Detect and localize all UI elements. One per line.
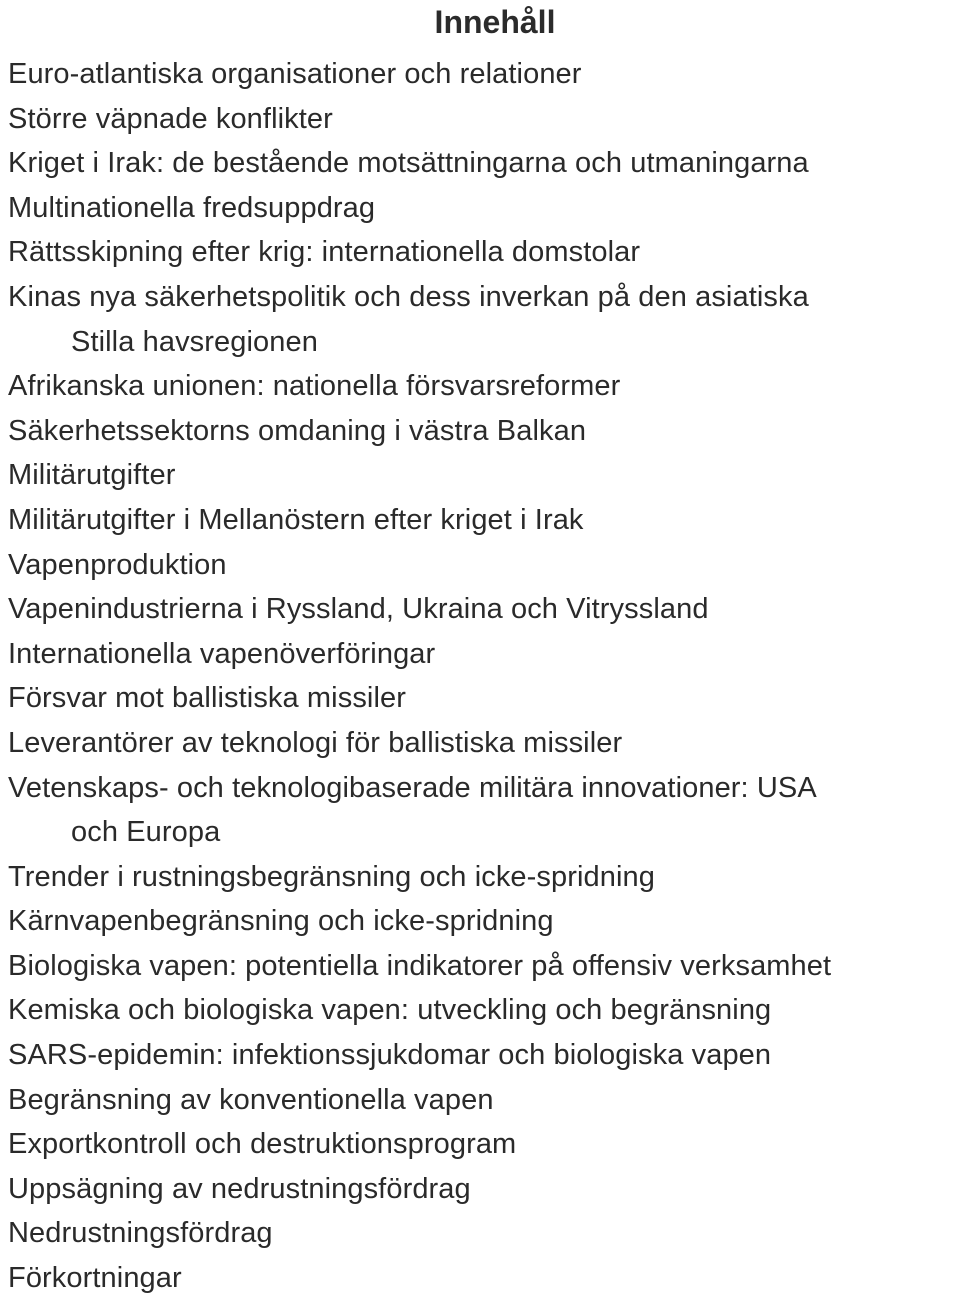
toc-entry: Större väpnade konflikter	[8, 102, 333, 135]
toc-entry: Militärutgifter i Mellanöstern efter kriget i Irak	[8, 503, 584, 536]
toc-entry: SARS-epidemin: infektionssjukdomar och biologiska vapen	[8, 1039, 772, 1072]
toc-entry: Säkerhetssektorns omdaning i västra Balkan	[8, 414, 587, 447]
toc-entry: Kinas nya säkerhetspolitik och dess inverkan på den asiatiska	[8, 280, 809, 313]
table-of-contents	[8, 52, 958, 1301]
toc-entry: Euro-atlantiska organisationer och relationer	[8, 58, 582, 90]
toc-entry: Nedrustningsfördrag	[8, 1217, 273, 1250]
toc-entry: Vetenskaps- och teknologibaserade militära innovationer: USA	[8, 771, 817, 804]
toc-entry-continuation: och Europa	[71, 816, 221, 849]
toc-entry: Kriget i Irak: de bestående motsättningarna och utmaningarna	[8, 147, 809, 180]
toc-entry: Afrikanska unionen: nationella försvarsreformer	[8, 370, 621, 403]
toc-entry: Trender i rustningsbegränsning och icke-spridning	[8, 860, 656, 893]
toc-entry: Multinationella fredsuppdrag	[8, 191, 376, 224]
toc-entry: Förkortningar	[8, 1262, 182, 1295]
toc-entry: Kärnvapenbegränsning och icke-spridning	[8, 905, 554, 938]
toc-entry: Kemiska och biologiska vapen: utveckling och begränsning	[8, 994, 772, 1027]
toc-entry: Uppsägning av nedrustningsfördrag	[8, 1172, 471, 1205]
toc-entry: Begränsning av konventionella vapen	[8, 1083, 494, 1116]
toc-entry: Rättsskipning efter krig: internationella domstolar	[8, 236, 641, 269]
toc-entry: Internationella vapenöverföringar	[8, 637, 436, 670]
toc-entry: Vapenindustrierna i Ryssland, Ukraina och Vitryssland	[8, 593, 709, 626]
toc-entry: Exportkontroll och destruktionsprogram	[8, 1128, 517, 1161]
page-title: Innehåll	[434, 4, 556, 40]
toc-entry: Vapenproduktion	[8, 548, 227, 581]
toc-entry: Biologiska vapen: potentiella indikatorer på offensiv verksamhet	[8, 949, 832, 982]
toc-entry: Försvar mot ballistiska missiler	[8, 682, 406, 715]
toc-entry: Militärutgifter	[8, 459, 176, 492]
toc-entry-continuation: Stilla havsregionen	[71, 325, 318, 358]
toc-entry: Leverantörer av teknologi för ballistiska missiler	[8, 726, 623, 759]
